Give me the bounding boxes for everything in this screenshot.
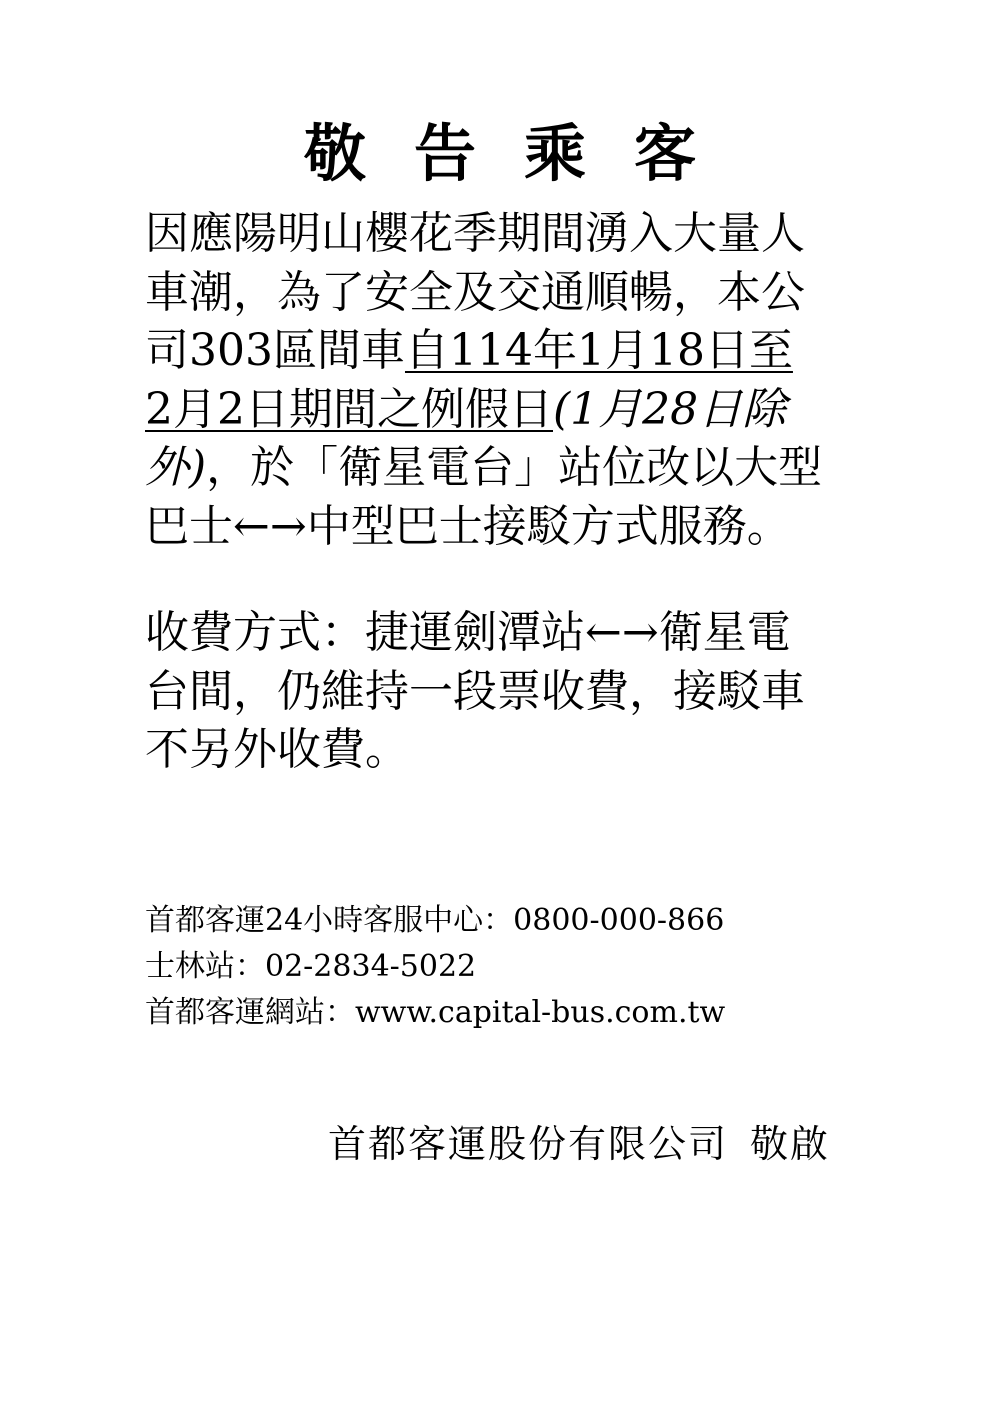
- exception-note-end: 外): [145, 442, 207, 493]
- route-text: 司303區間車: [145, 325, 405, 376]
- shilin-station-line: 士林站：02-2834-5022: [145, 949, 477, 984]
- paragraph-line-5: [145, 439, 865, 498]
- fare-line-2: 台間，仍維持一段票收費，接駁車: [145, 665, 805, 717]
- signature: [328, 1118, 830, 1170]
- paragraph-line-3: [145, 322, 865, 381]
- exception-note: (1月28日除: [553, 383, 787, 435]
- station-change-text: ，於「衛星電台」站位改以大型: [206, 442, 823, 493]
- paragraph-line-2: 車潮，為了安全及交通順暢，本公: [145, 266, 805, 318]
- paragraph-line-4: [145, 381, 865, 440]
- notice-title: 敬告乘客: [303, 117, 744, 190]
- fare-line-3: 不另外收費。: [145, 724, 409, 775]
- website-line: 首都客運網站：www.capital-bus.com.tw: [145, 995, 726, 1030]
- company-name: 首都客運股份有限公司: [328, 1122, 729, 1166]
- paragraph-line-1: 因應陽明山櫻花季期間湧入大量人: [145, 208, 805, 259]
- paragraph-line-6: 巴士←→中型巴士接駁方式服務。: [145, 500, 791, 552]
- service-center-line: 首都客運24小時客服中心：0800-000-866: [145, 903, 725, 938]
- fare-paragraph: [145, 604, 865, 780]
- date-range-text: 自114年1月18日至: [404, 325, 793, 376]
- closing-word: 敬啟: [750, 1122, 831, 1166]
- date-range-text-cont: 2月2日期間之例假日: [145, 383, 553, 435]
- announcement-paragraph: [145, 205, 865, 556]
- contact-info: [145, 898, 725, 1036]
- fare-line-1: 收費方式：捷運劍潭站←→衛星電: [145, 607, 791, 658]
